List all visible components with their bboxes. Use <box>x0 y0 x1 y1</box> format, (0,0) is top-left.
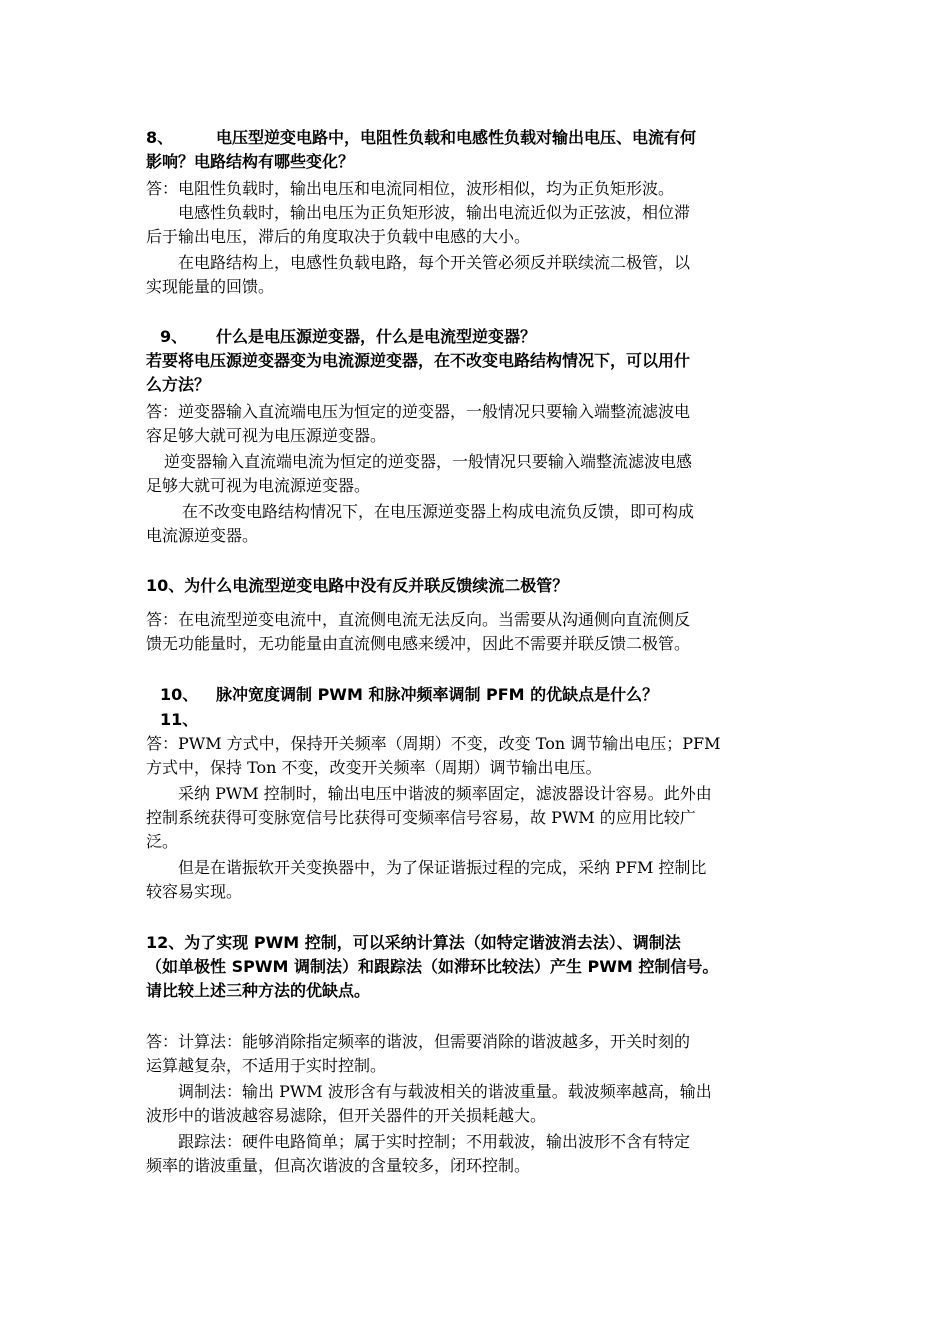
q11-title: 脉冲宽度调制 PWM 和脉冲频率调制 PFM 的优缺点是什么？ <box>216 685 659 704</box>
q8-title-line2: 影响？电路结构有哪些变化？ <box>146 152 355 171</box>
q11-number2: 11、 <box>160 710 199 729</box>
q9-answer-line4: 足够大就可视为电流源逆变器。 <box>146 476 371 495</box>
q10-answer-line2: 馈无功能量时，无功能量由直流侧电感来缓冲，因此不需要并联反馈二极管。 <box>146 634 691 653</box>
q12-answer-line6: 频率的谐波重量，但高次谐波的含量较多，闭环控制。 <box>146 1156 531 1175</box>
q10-answer-line1: 答：在电流型逆变电流中，直流侧电流无法反向。当需要从沟通侧向直流侧反 <box>146 610 691 629</box>
q8-answer-line3: 后于输出电压，滞后的角度取决于负载中电感的大小。 <box>146 227 531 246</box>
q11-number: 10、 <box>160 685 199 704</box>
q11-answer-line3: 采纳 PWM 控制时，输出电压中谐波的频率固定，滤波器设计容易。此外由 <box>178 784 712 803</box>
q12-answer-line4: 波形中的谐波越容易滤除，但开关器件的开关损耗越大。 <box>146 1106 547 1125</box>
q8-answer-line1: 答：电阻性负载时，输出电压和电流同相位，波形相似，均为正负矩形波。 <box>146 179 675 198</box>
q8-answer-line5: 实现能量的回馈。 <box>146 277 275 296</box>
q8-answer-line4: 在电路结构上，电感性负载电路，每个开关管必须反并联续流二极管，以 <box>178 253 691 272</box>
q9-number: 9、 <box>160 327 188 346</box>
q12-answer-line3: 调制法：输出 PWM 波形含有与载波相关的谐波重量。载波频率越高，输出 <box>178 1082 712 1101</box>
q12-title-line3: 请比较上述三种方法的优缺点。 <box>146 981 371 1000</box>
q9-answer-line1: 答：逆变器输入直流端电压为恒定的逆变器，一般情况只要输入端整流滤波电 <box>146 402 691 421</box>
q12-title-line1: 12、为了实现 PWM 控制，可以采纳计算法（如特定谐波消去法）、调制法 <box>146 933 681 952</box>
q12-answer-line2: 运算越复杂，不适用于实时控制。 <box>146 1056 387 1075</box>
q9-title: 什么是电压源逆变器，什么是电流型逆变器？ <box>216 327 537 346</box>
q8-number: 8、 <box>146 128 174 147</box>
q9-answer-line3: 逆变器输入直流端电流为恒定的逆变器，一般情况只要输入端整流滤波电感 <box>164 452 693 471</box>
q12-answer-line1: 答：计算法：能够消除指定频率的谐波，但需要消除的谐波越多，开关时刻的 <box>146 1032 691 1051</box>
q8-answer-line2: 电感性负载时，输出电压为正负矩形波，输出电流近似为正弦波，相位滞 <box>178 203 691 222</box>
q8-title: 电压型逆变电路中，电阻性负载和电感性负载对输出电压、电流有何 <box>216 128 697 147</box>
q9-answer-line6: 电流源逆变器。 <box>146 526 259 545</box>
q9-answer-line5: 在不改变电路结构情况下，在电压源逆变器上构成电流负反馈，即可构成 <box>182 502 695 521</box>
q11-answer-line6: 但是在谐振软开关变换器中，为了保证谐振过程的完成，采纳 PFM 控制比 <box>178 858 707 877</box>
q11-answer-line4: 控制系统获得可变脉宽信号比获得可变频率信号容易，故 PWM 的应用比较广 <box>146 808 696 827</box>
q10-title: 10、为什么电流型逆变电路中没有反并联反馈续流二极管？ <box>146 576 569 595</box>
q11-answer-line1: 答：PWM 方式中，保持开关频率（周期）不变，改变 Ton 调节输出电压；PFM <box>146 734 721 753</box>
q12-answer-line5: 跟踪法：硬件电路简单；属于实时控制；不用载波，输出波形不含有特定 <box>178 1132 691 1151</box>
q12-title-line2: （如单极性 SPWM 调制法）和跟踪法（如滞环比较法）产生 PWM 控制信号。 <box>146 957 719 976</box>
q9-answer-line2: 容足够大就可视为电压源逆变器。 <box>146 426 387 445</box>
q9-title-line2: 若要将电压源逆变器变为电流源逆变器，在不改变电路结构情况下，可以用什 <box>146 351 691 370</box>
q11-answer-line5: 泛。 <box>146 832 179 851</box>
q11-answer-line2: 方式中，保持 Ton 不变，改变开关频率（周期）调节输出电压。 <box>146 758 602 777</box>
q9-title-line3: 么方法？ <box>146 375 211 394</box>
q11-answer-line7: 较容易实现。 <box>146 882 243 901</box>
